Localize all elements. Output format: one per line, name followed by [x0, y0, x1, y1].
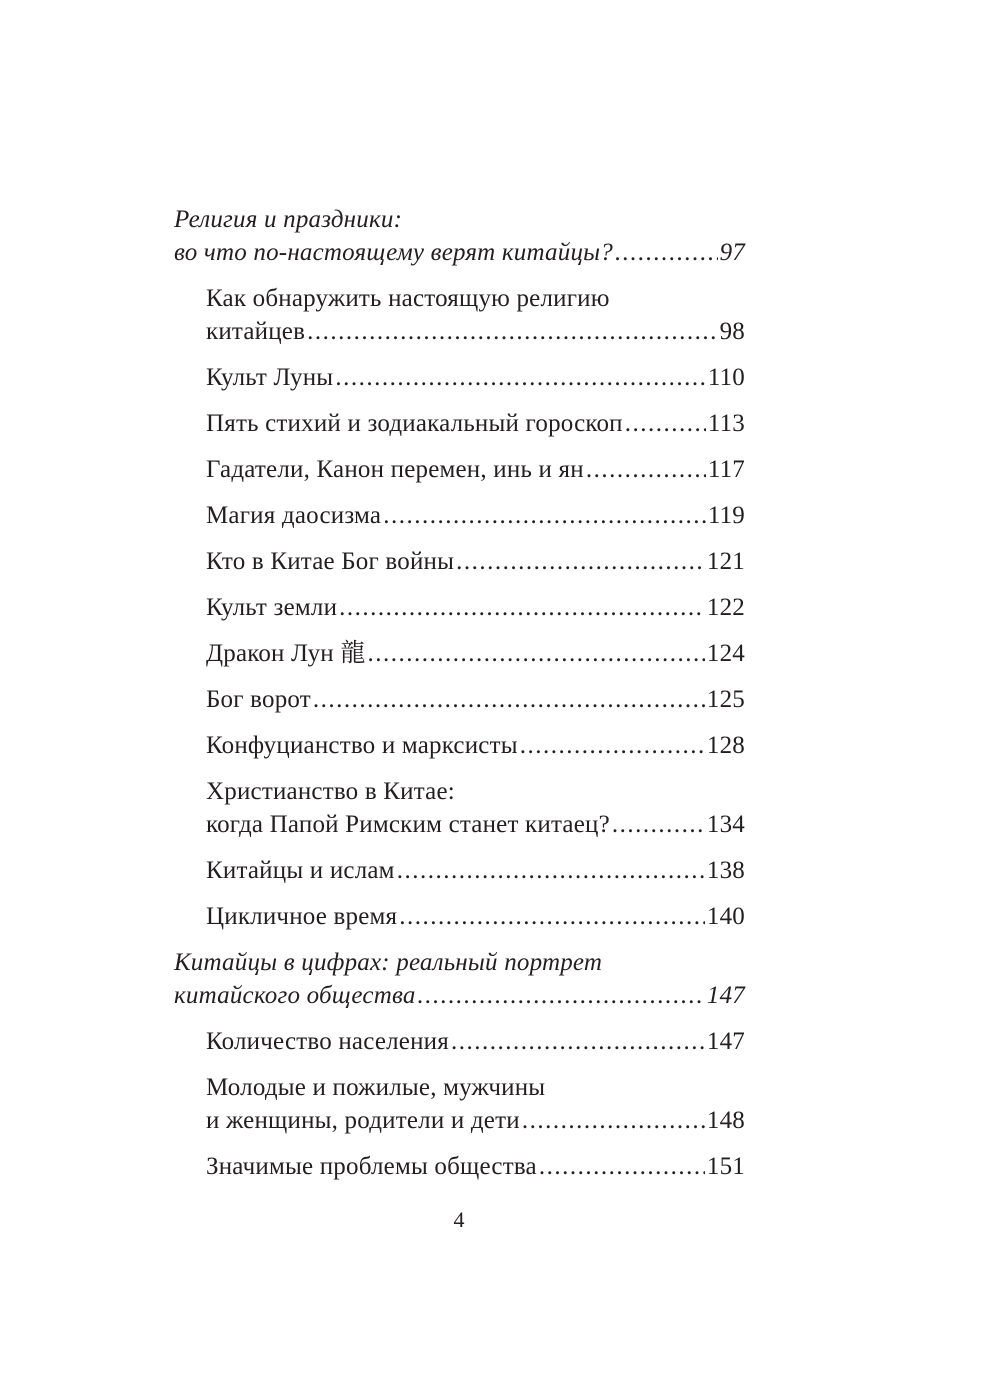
dot-leader: [625, 407, 706, 440]
entry-title: Кто в Китае Бог войны: [206, 548, 455, 575]
dot-leader: [612, 808, 705, 841]
dot-leader: [522, 1104, 705, 1137]
section-title-row[interactable]: [174, 236, 745, 269]
toc-entry[interactable]: [206, 637, 745, 670]
page-number: 128: [706, 732, 745, 759]
entry-title: Китайцы и ислам: [206, 857, 395, 884]
dot-leader: [451, 1025, 705, 1058]
entry-title: Значимые проблемы общества: [206, 1153, 537, 1180]
page-number: 134: [706, 811, 745, 838]
page-number: 125: [706, 686, 745, 713]
entry-title: Культ Луны: [206, 364, 334, 391]
page-number: 140: [706, 903, 745, 930]
section-title-line: Религия и праздники:: [174, 206, 403, 233]
toc-entry[interactable]: [206, 545, 745, 578]
dot-leader: [368, 637, 705, 670]
toc-entry[interactable]: [206, 591, 745, 624]
dot-leader: [456, 545, 705, 578]
folio-page-number: 4: [453, 1207, 465, 1232]
section-title-line: китайского общества: [174, 982, 416, 1009]
dot-leader: [383, 499, 706, 532]
entry-title: Магия даосизма: [206, 502, 382, 529]
dot-leader: [313, 683, 705, 716]
entry-title: Дракон Лун 龍: [206, 640, 366, 667]
toc-entry[interactable]: [206, 1071, 745, 1137]
entry-title: Количество населения: [206, 1028, 449, 1055]
toc-entry[interactable]: [206, 683, 745, 716]
page-number: 119: [707, 502, 745, 529]
dot-leader: [335, 361, 706, 394]
dot-leader: [307, 315, 717, 348]
page-number: 121: [706, 548, 745, 575]
page-number: 98: [719, 318, 745, 345]
table-of-contents: [174, 203, 745, 1196]
dot-leader: [339, 591, 705, 624]
entry-title: Культ земли: [206, 594, 338, 621]
dot-leader: [615, 236, 718, 269]
entry-title: Пять стихий и зодиакальный гороскоп: [206, 410, 623, 437]
entry-title: Цикличное время: [206, 903, 398, 930]
entry-title: Конфуцианство и марксисты: [206, 732, 518, 759]
toc-entry[interactable]: [206, 729, 745, 762]
page-number: 138: [706, 857, 745, 884]
section-title-row[interactable]: [174, 979, 745, 1012]
toc-entry[interactable]: [206, 1025, 745, 1058]
section-title-line: Китайцы в цифрах: реальный портрет: [174, 949, 603, 976]
toc-entry[interactable]: [206, 900, 745, 933]
page-number: 148: [706, 1107, 745, 1134]
page-number: 147: [706, 1028, 745, 1055]
toc-entry[interactable]: [206, 361, 745, 394]
dot-leader: [418, 979, 705, 1012]
entry-title-line: Как обнаружить настоящую религию: [206, 285, 610, 312]
toc-entry[interactable]: [206, 1150, 745, 1183]
toc-entry[interactable]: [206, 407, 745, 440]
section-title-line: во что по-настоящему верят китайцы?: [174, 239, 613, 266]
entry-title: и женщины, родители и дети: [206, 1107, 520, 1134]
page-number: 122: [706, 594, 745, 621]
toc-entry[interactable]: [206, 453, 745, 486]
toc-section-numbers: [174, 946, 745, 1012]
toc-entry[interactable]: [206, 854, 745, 887]
entry-title-line: Молодые и пожилые, мужчины: [206, 1074, 546, 1101]
page-number: 97: [719, 239, 745, 266]
page-number: 124: [706, 640, 745, 667]
dot-leader: [539, 1150, 705, 1183]
toc-entry[interactable]: [206, 775, 745, 841]
toc-entry[interactable]: [206, 499, 745, 532]
entry-title: китайцев: [206, 318, 306, 345]
dot-leader: [399, 900, 705, 933]
entry-title: Бог ворот: [206, 686, 311, 713]
entry-title-line: Христианство в Китае:: [206, 778, 455, 805]
entry-title: Гадатели, Канон перемен, инь и ян: [206, 456, 584, 483]
page-number: 117: [707, 456, 745, 483]
page-number: 147: [706, 982, 745, 1009]
dot-leader: [520, 729, 705, 762]
toc-section-religion: [174, 203, 745, 269]
dot-leader: [397, 854, 705, 887]
toc-entry[interactable]: [206, 282, 745, 348]
page-number: 113: [707, 410, 745, 437]
page-number: 110: [707, 364, 745, 391]
page-number: 151: [706, 1153, 745, 1180]
dot-leader: [586, 453, 706, 486]
entry-title: когда Папой Римским станет китаец?: [206, 811, 610, 838]
